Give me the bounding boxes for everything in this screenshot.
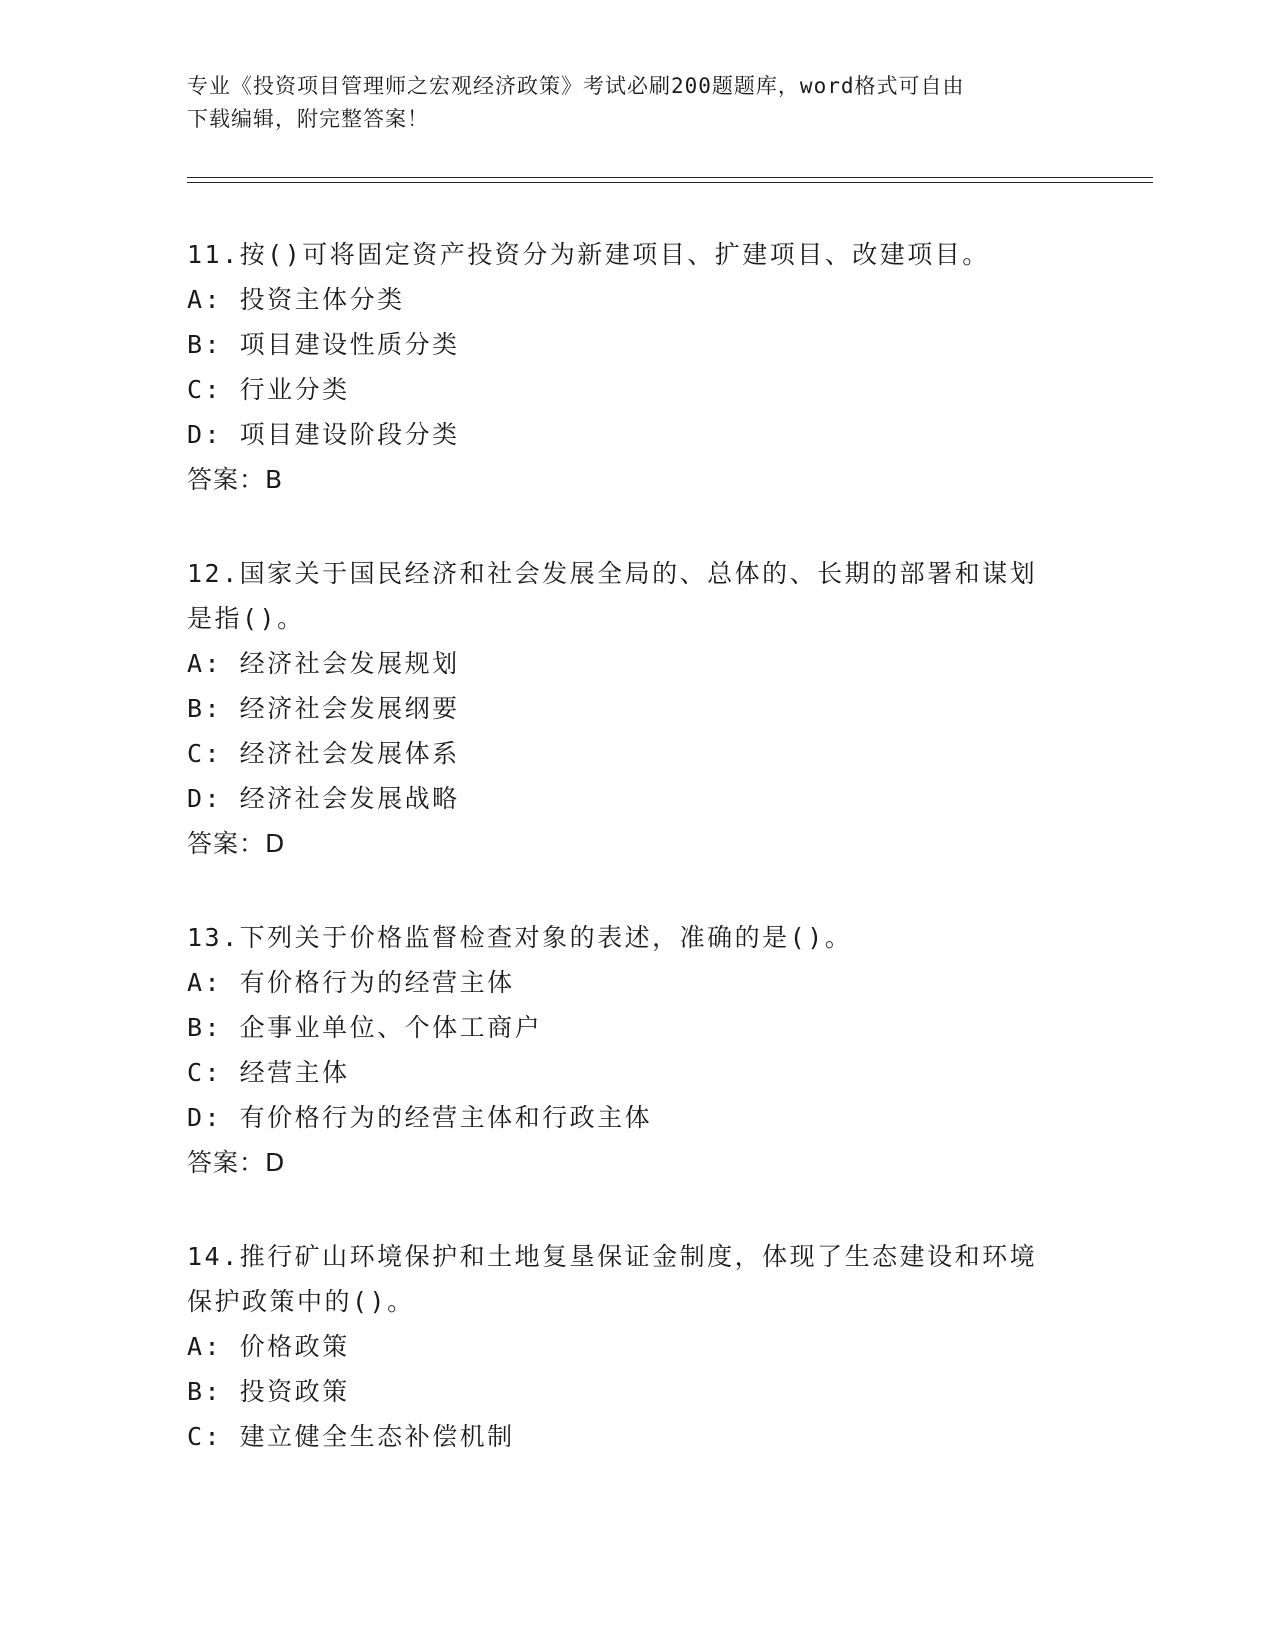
question-11 [187, 232, 1087, 502]
option-a: A: 经济社会发展规划 [187, 649, 460, 678]
answer-line: 答案：B [187, 465, 284, 494]
question-14 [187, 1234, 1087, 1459]
option-d: D: 项目建设阶段分类 [187, 420, 460, 449]
header-divider-top [187, 177, 1153, 178]
option-b: B: 投资政策 [187, 1377, 350, 1406]
option-b: B: 项目建设性质分类 [187, 330, 460, 359]
question-13 [187, 915, 1087, 1185]
option-b: B: 经济社会发展纲要 [187, 694, 460, 723]
option-d: D: 有价格行为的经营主体和行政主体 [187, 1103, 653, 1132]
answer-line: 答案：D [187, 1148, 286, 1177]
question-stem: 12.国家关于国民经济和社会发展全局的、总体的、长期的部署和谋划 [187, 559, 1038, 588]
header-line-1: 专业《投资项目管理师之宏观经济政策》考试必刷200题题库，word格式可自由 [187, 74, 965, 98]
question-stem-continued: 保护政策中的()。 [187, 1287, 415, 1316]
header-divider-bottom [187, 182, 1153, 183]
option-a: A: 有价格行为的经营主体 [187, 968, 515, 997]
option-b: B: 企事业单位、个体工商户 [187, 1013, 543, 1042]
option-c: C: 建立健全生态补偿机制 [187, 1422, 515, 1451]
option-c: C: 经营主体 [187, 1058, 350, 1087]
question-stem: 13.下列关于价格监督检查对象的表述，准确的是()。 [187, 923, 853, 952]
option-c: C: 经济社会发展体系 [187, 739, 460, 768]
option-a: A: 投资主体分类 [187, 285, 405, 314]
document-header [187, 70, 1087, 136]
question-stem: 14.推行矿山环境保护和土地复垦保证金制度，体现了生态建设和环境 [187, 1242, 1038, 1271]
question-stem: 11.按()可将固定资产投资分为新建项目、扩建项目、改建项目。 [187, 240, 990, 269]
question-stem-continued: 是指()。 [187, 604, 305, 633]
option-d: D: 经济社会发展战略 [187, 784, 460, 813]
header-line-2: 下载编辑，附完整答案！ [187, 107, 429, 131]
option-c: C: 行业分类 [187, 375, 350, 404]
answer-line: 答案：D [187, 829, 286, 858]
question-12 [187, 551, 1087, 866]
option-a: A: 价格政策 [187, 1332, 350, 1361]
